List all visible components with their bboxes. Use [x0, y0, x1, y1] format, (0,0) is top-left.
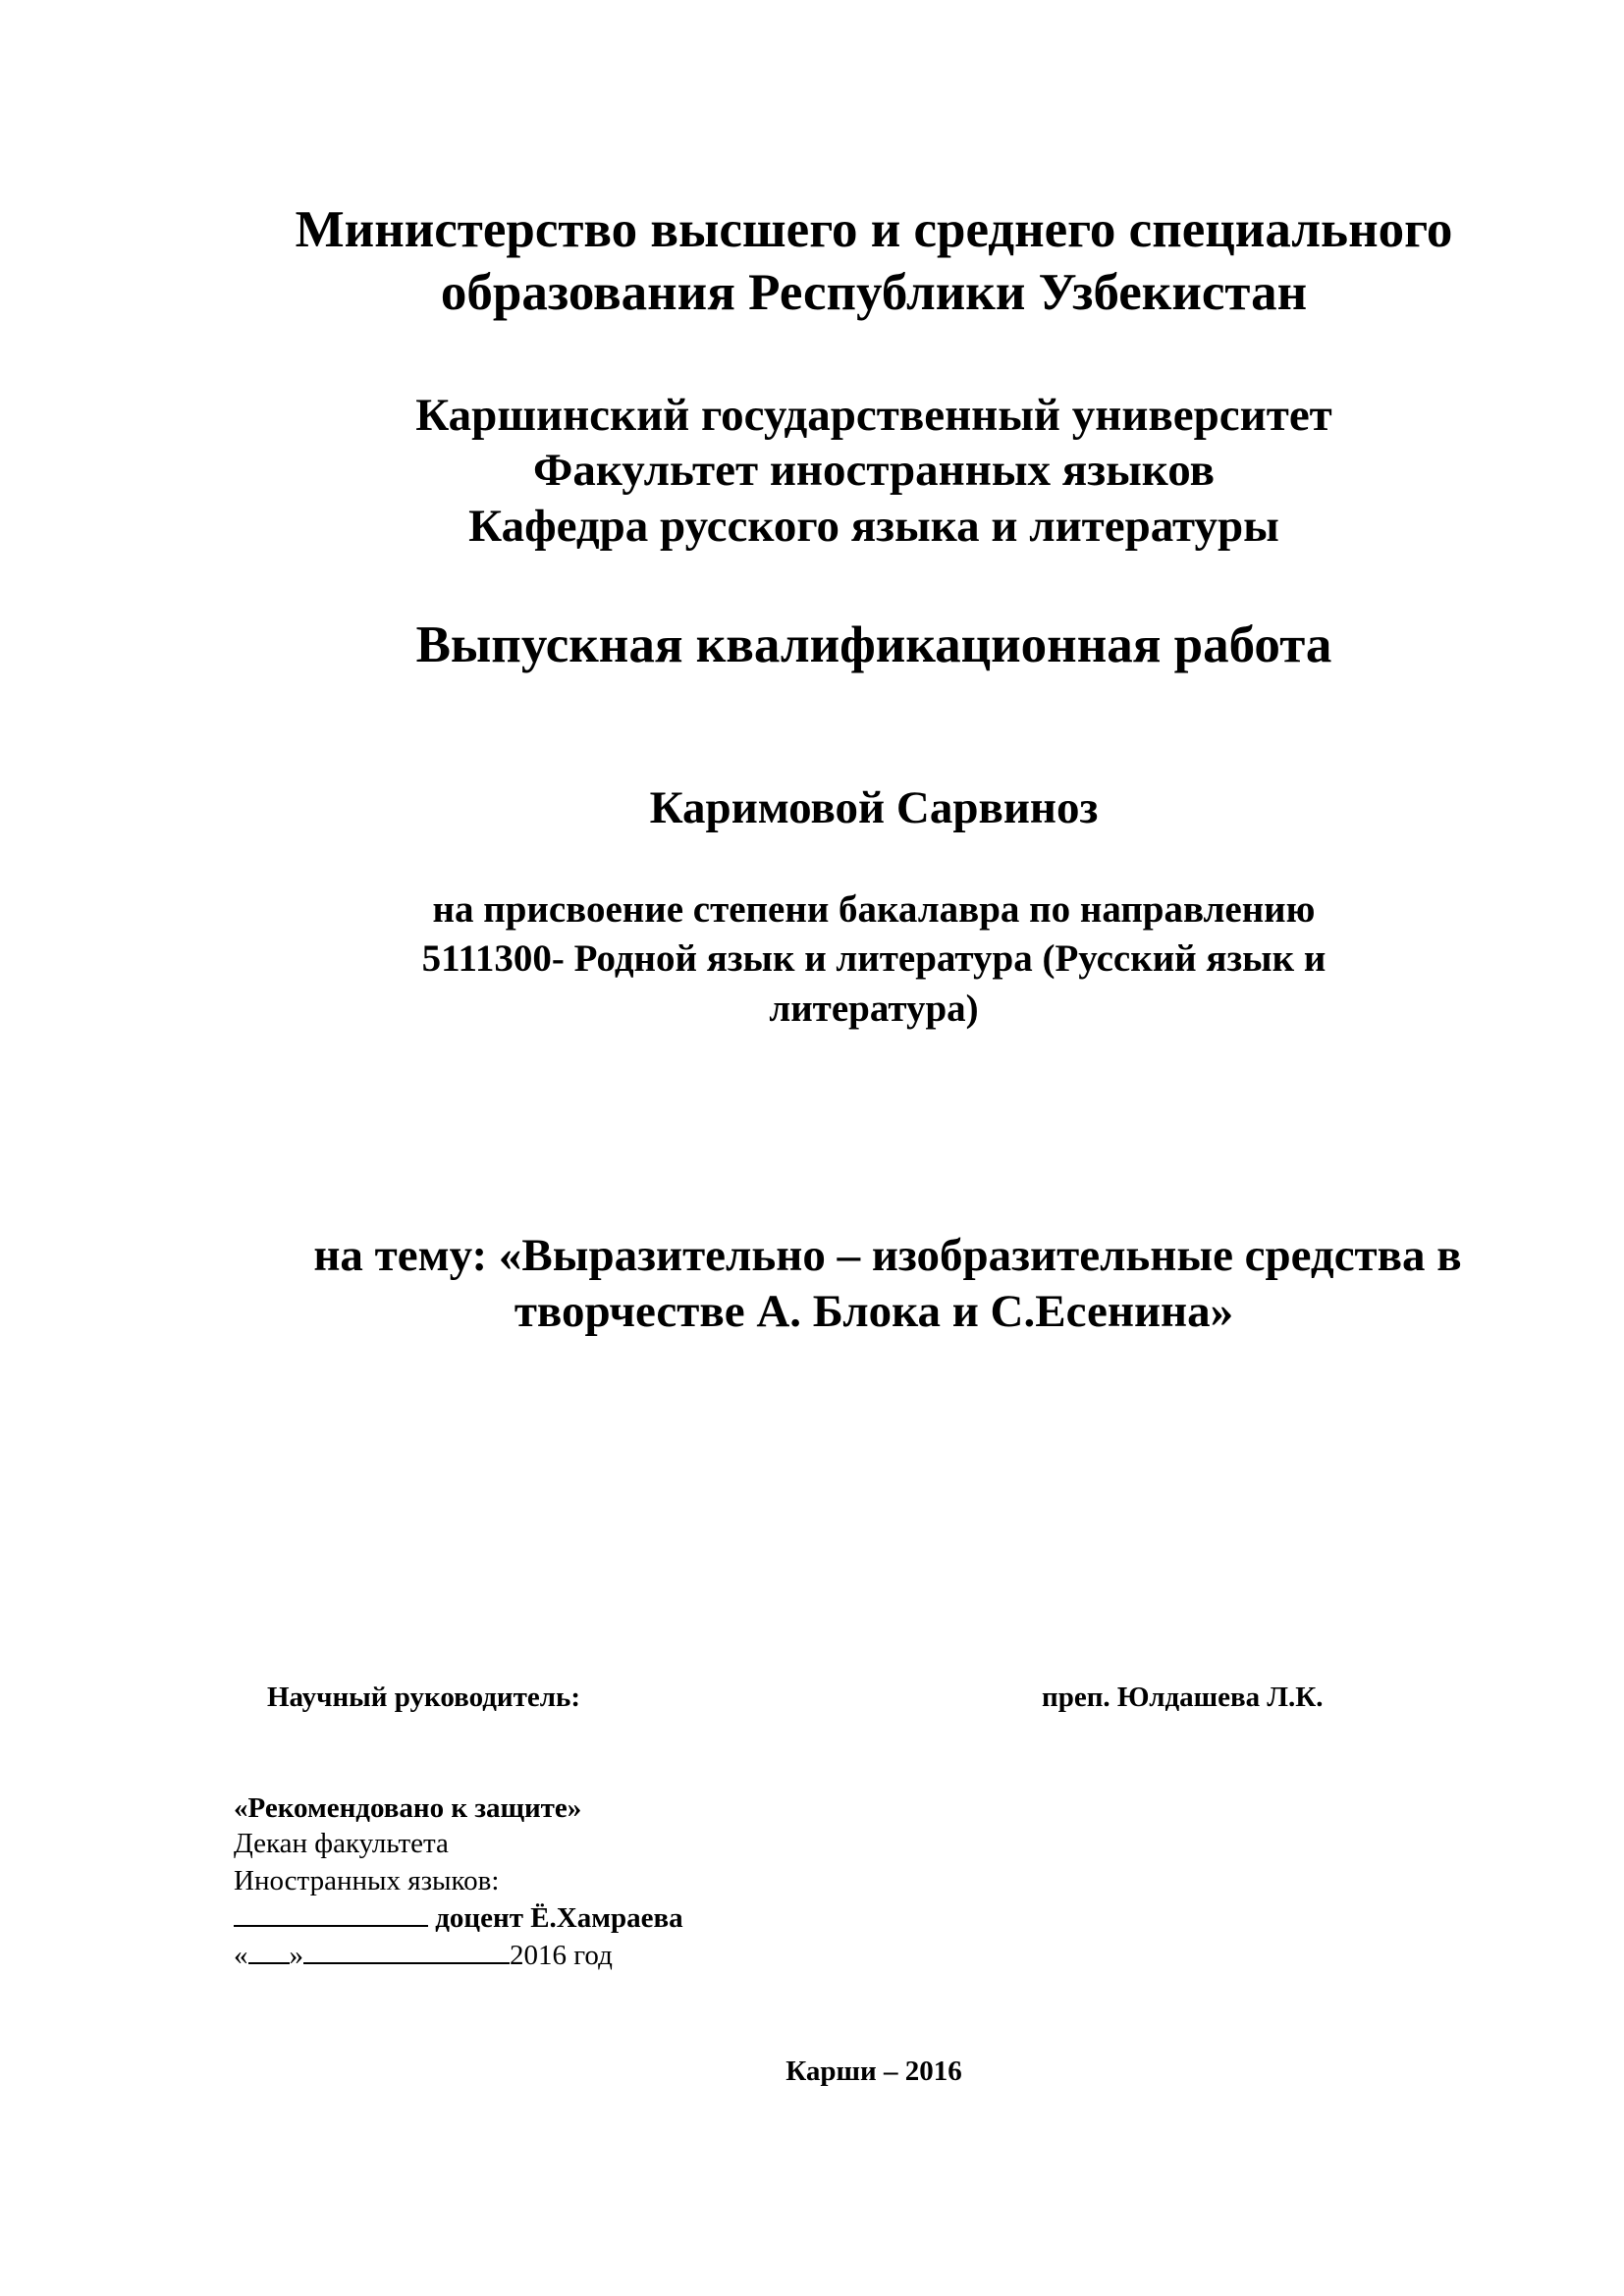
ministry-line-1: Министерство высшего и среднего специального	[295, 201, 1453, 258]
supervisor-name: преп. Юлдашева Л.К.	[1042, 1682, 1324, 1713]
university-name: Каршинский государственный университет	[415, 390, 1332, 441]
signature-line	[234, 1904, 683, 1933]
signature-blank	[234, 1925, 428, 1927]
signature-name: доцент Ё.Хамраева	[435, 1902, 683, 1934]
date-open-quote: «	[234, 1940, 248, 1971]
date-month-blank	[303, 1962, 510, 1964]
faculty-name: Факультет иностранных языков	[533, 445, 1215, 496]
place-year: Карши – 2016	[785, 2056, 962, 2087]
supervisor-label: Научный руководитель:	[267, 1682, 580, 1713]
topic-line-2: творчестве А. Блока и С.Есенина»	[514, 1286, 1234, 1337]
topic-line-1: на тему: «Выразительно – изобразительные средства в	[313, 1230, 1462, 1281]
date-line	[234, 1942, 613, 1970]
author-name: Каримовой Сарвиноз	[649, 782, 1099, 833]
dean-line-2: Иностранных языков:	[234, 1865, 500, 1896]
recommended-label: «Рекомендовано к защите»	[234, 1792, 582, 1824]
degree-line-3: литература)	[769, 988, 979, 1030]
work-type-title: Выпускная квалификационная работа	[415, 616, 1332, 673]
date-year: 2016 год	[510, 1940, 613, 1971]
date-day-blank	[248, 1962, 290, 1964]
date-close-quote: »	[289, 1940, 303, 1971]
department-name: Кафедра русского языка и литературы	[468, 501, 1279, 552]
degree-line-1: на присвоение степени бакалавра по направлению	[432, 888, 1316, 931]
ministry-line-2: образования Республики Узбекистан	[440, 264, 1308, 321]
degree-line-2: 5111300- Родной язык и литература (Русский язык и	[421, 937, 1326, 980]
dean-line-1: Декан факультета	[234, 1828, 449, 1859]
